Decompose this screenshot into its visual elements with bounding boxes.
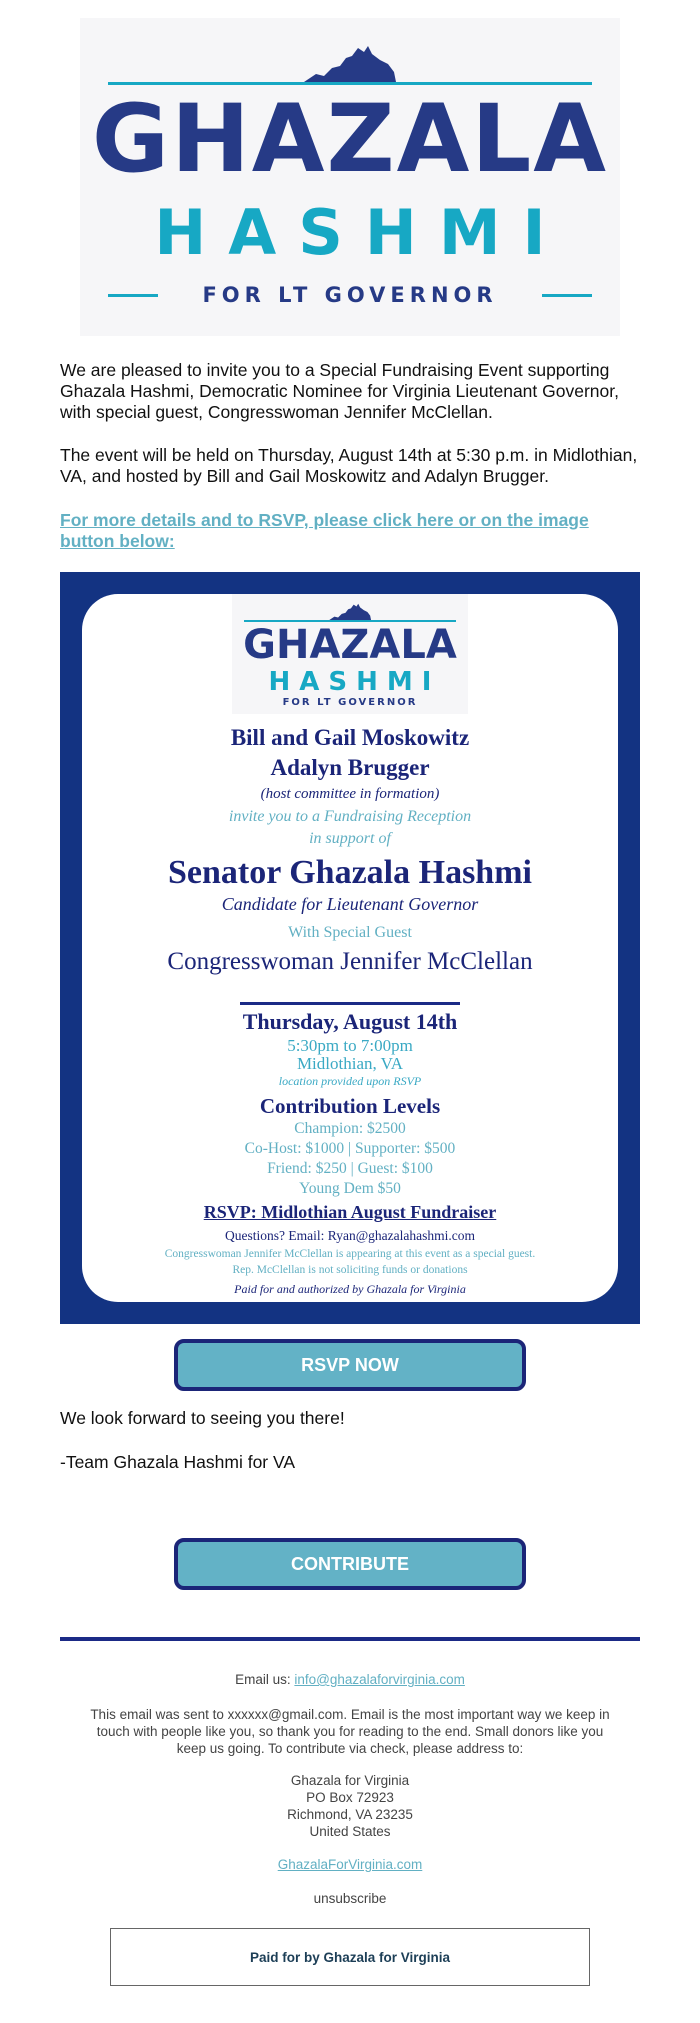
- questions-email: Questions? Email: Ryan@ghazalahashmi.com: [225, 1228, 475, 1243]
- logo-name-first: GHAZALA: [91, 85, 609, 194]
- special-guest-label: With Special Guest: [288, 924, 412, 941]
- invitation-logo-name-first: GHAZALA: [243, 622, 457, 668]
- invitation-logo-name-last: HASHMI: [268, 667, 441, 697]
- logo-name-last: HASHMI: [154, 196, 568, 269]
- contribution-level-1: Champion: $2500: [294, 1120, 406, 1137]
- hosts-line-1: Bill and Gail Moskowitz: [230, 725, 470, 750]
- invitation-paid-for: Paid for and authorized by Ghazala for Virginia: [234, 1282, 466, 1296]
- unsubscribe-link[interactable]: unsubscribe: [313, 1891, 387, 1906]
- virginia-state-icon: [328, 602, 372, 622]
- location-note: location provided upon RSVP: [278, 1074, 422, 1088]
- intro-paragraph-2: The event will be held on Thursday, August 14th at 5:30 p.m. in Midlothian, VA, and hosted by Bill and Gail Moskowitz and Adalyn Brugger.: [60, 445, 638, 486]
- logo-office: FOR LT GOVERNOR: [202, 283, 498, 307]
- candidate-name: Senator Ghazala Hashmi: [168, 854, 532, 891]
- invitation-divider: [240, 1002, 460, 1005]
- special-guest-name: Congresswoman Jennifer McClellan: [167, 948, 533, 975]
- candidate-role: Candidate for Lieutenant Governor: [221, 894, 479, 914]
- disclaimer-line-1: Congresswoman Jennifer McClellan is appearing at this event as a special guest.: [164, 1248, 536, 1260]
- invite-line-1: invite you to a Fundraising Reception: [228, 808, 472, 825]
- closing-line-2: -Team Ghazala Hashmi for VA: [60, 1452, 296, 1472]
- hosts-line-2: Adalyn Brugger: [270, 755, 430, 780]
- invitation-image[interactable]: [60, 572, 640, 1324]
- logo-bottom-rule-right: [542, 294, 592, 297]
- footer-address-3: Richmond, VA 23235: [287, 1807, 413, 1822]
- invite-line-2: in support of: [309, 830, 391, 847]
- footer-email-link[interactable]: info@ghazalaforvirginia.com: [294, 1672, 465, 1687]
- event-date: Thursday, August 14th: [242, 1009, 458, 1034]
- rsvp-details-link[interactable]: For more details and to RSVP, please click here or on the image button below:: [60, 510, 589, 551]
- invitation-logo: [232, 594, 468, 714]
- contribution-heading: Contribution Levels: [259, 1094, 441, 1118]
- footer-paid-for-box: [110, 1928, 590, 1986]
- footer-address-2: PO Box 72923: [306, 1790, 394, 1805]
- contribution-level-4: Young Dem $50: [299, 1180, 401, 1197]
- footer-unsubscribe: [60, 1890, 640, 1907]
- intro-paragraph-1: We are pleased to invite you to a Special Fundraising Event supporting Ghazala Hashmi, Democratic Nominee for Virginia Lieutenant Governor, with special guest, Congresswoman Jennifer McClellan.: [60, 360, 619, 422]
- closing-line-1: We look forward to seeing you there!: [60, 1408, 345, 1428]
- contribution-level-2: Co-Host: $1000 | Supporter: $500: [244, 1140, 456, 1157]
- footer-email-label: Email us:: [235, 1672, 291, 1687]
- virginia-state-icon: [302, 44, 398, 84]
- footer-address-1: Ghazala for Virginia: [290, 1773, 410, 1788]
- disclaimer-line-2: Rep. McClellan is not soliciting funds or donations: [232, 1264, 468, 1276]
- footer-paid-for: Paid for by Ghazala for Virginia: [249, 1949, 451, 1965]
- event-place: Midlothian, VA: [296, 1054, 404, 1073]
- footer-website: [60, 1856, 640, 1873]
- contribute-button[interactable]: CONTRIBUTE: [174, 1538, 526, 1590]
- footer-address-4: United States: [309, 1824, 391, 1839]
- invitation-logo-office: FOR LT GOVERNOR: [282, 697, 418, 708]
- footer-website-link[interactable]: GhazalaForVirginia.com: [277, 1857, 423, 1872]
- event-time: 5:30pm to 7:00pm: [287, 1036, 413, 1055]
- footer-notice: This email was sent to xxxxxx@gmail.com. Email is the most important way we keep in touch with people like you, so thank you for reading to the end. Small donors like you keep us going. To contribute via check, please address to:: [90, 1707, 610, 1756]
- footer-divider: [60, 1637, 640, 1641]
- contribution-level-3: Friend: $250 | Guest: $100: [267, 1160, 433, 1177]
- host-committee-note: (host committee in formation): [260, 786, 440, 802]
- header-logo: [80, 18, 620, 336]
- rsvp-now-button[interactable]: RSVP NOW: [174, 1339, 526, 1391]
- footer-email-line: [60, 1671, 640, 1688]
- invitation-card: [82, 594, 618, 1302]
- invitation-rsvp-link[interactable]: RSVP: Midlothian August Fundraiser: [203, 1202, 497, 1222]
